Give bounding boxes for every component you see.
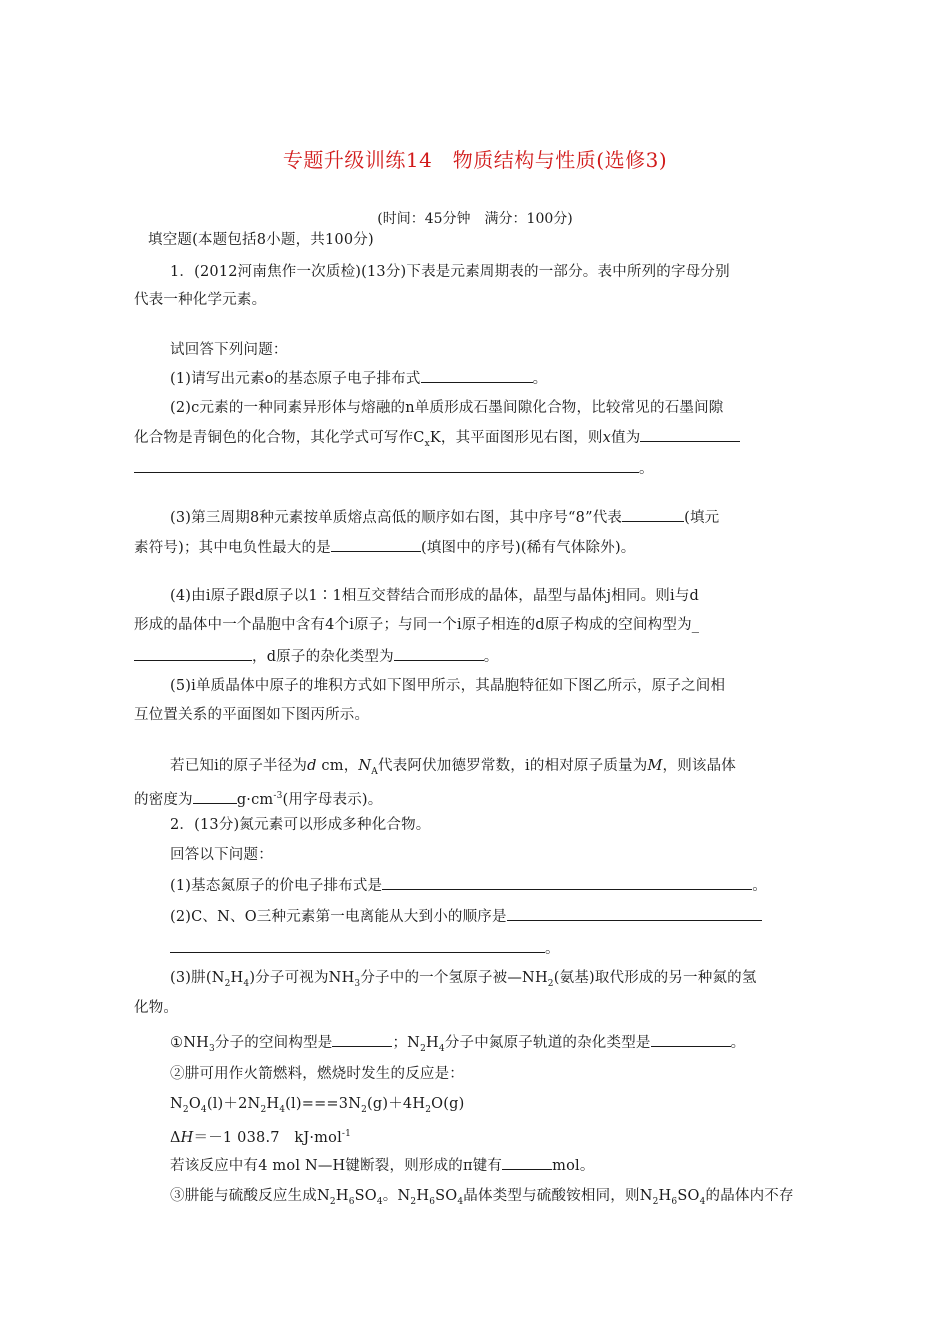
enthalpy-value: ΔH＝－1 038.7 kJ·mol$^{-1}$	[170, 1129, 352, 1146]
q1-line-1: 1．(2012河南焦作一次质检)(13分)下表是元素周期表的一部分。表中所列的字母分别	[170, 264, 730, 280]
answer-blank[interactable]	[640, 427, 740, 442]
q2-part-3-line-1: (3)肼$(N_2H_4)$分子可视为$NH_3$分子中的一个氢原子被$—NH_2$(氨基)取代形成的另一种氮的氢	[170, 970, 757, 989]
answer-blank[interactable]	[332, 1032, 392, 1047]
answer-blank[interactable]	[193, 789, 237, 804]
q1-part-2-line-2: 化合物是青铜色的化合物，其化学式可写作$C_xK$，其平面图形见右图，则x值为	[134, 427, 740, 454]
reaction-equation: $N_2O_4(l)+2N_2H_4(l)===3N_2(g)+4H_2O(g)$	[170, 1096, 465, 1115]
section-heading: 填空题(本题包括8小题，共100分)	[148, 232, 374, 248]
q2-part-2-line-2: 。	[170, 938, 560, 959]
q1-part-2-line-3: 。	[134, 458, 654, 479]
q1-part-4-line-2: 形成的晶体中一个晶胞中含有4个i原子；与同一个i原子相连的d原子构成的空间构型为_	[134, 617, 700, 633]
q2-part-1: (1)基态氮原子的价电子排布式是 。	[170, 875, 767, 896]
q1-part-2-line-1: (2)c元素的一种同素异形体与熔融的n单质形成石墨间隙化合物，比较常见的石墨间隙	[170, 400, 724, 416]
q2-sub-2: ②肼可用作火箭燃料，燃烧时发生的反应是：	[170, 1066, 464, 1082]
q2-sub-1: $①NH_3$分子的空间构型是 ；$N_2H_4$分子中氮原子轨道的杂化类型是 。	[170, 1032, 745, 1059]
page-title: 专题升级训练14 物质结构与性质(选修3)	[282, 148, 668, 172]
q1-part-5-line-3: 若已知i的原子半径为d cm，$N_A$代表阿伏加德罗常数，i的相对原子质量为M，则该晶体	[170, 758, 736, 777]
answer-blank[interactable]	[507, 906, 762, 921]
q2-sub-3: ③肼能与硫酸反应生成$N_2H_6SO_4$。$N_2H_6SO_4$晶体类型与硫酸铵相同，则$N_2H_6SO_4$的晶体内不存	[170, 1188, 794, 1207]
answer-blank[interactable]	[331, 537, 421, 552]
q1-part-5-line-1: (5)i单质晶体中原子的堆积方式如下图甲所示，其晶胞特征如下图乙所示，原子之间相	[170, 678, 726, 694]
q2-line-2: 回答以下问题：	[170, 847, 273, 863]
q1-line-2: 代表一种化学元素。	[134, 292, 267, 308]
q1-part-3-line-2: 素符号)；其中电负性最大的是 (填图中的序号)(稀有气体除外)。	[134, 537, 636, 558]
q1-prompt: 试回答下列问题：	[170, 342, 288, 358]
q1-part-4-line-1: (4)由i原子跟d原子以1∶1相互交替结合而形成的晶体，晶型与晶体j相同。则i与d	[170, 588, 700, 604]
answer-blank[interactable]	[134, 458, 639, 473]
q1-part-3-line-1: (3)第三周期8种元素按单质熔点高低的顺序如右图，其中序号“8”代表 (填元	[170, 507, 719, 528]
q2-part-3-line-2: 化物。	[134, 1000, 179, 1016]
answer-blank[interactable]	[502, 1155, 552, 1170]
answer-blank[interactable]	[651, 1032, 731, 1047]
q1-part-1: (1)请写出元素o的基态原子电子排布式 。	[170, 368, 547, 389]
q1-part-4-line-3: ，d原子的杂化类型为 。	[134, 646, 498, 667]
exam-info: (时间：45分钟 满分：100分)	[377, 211, 573, 227]
q2-part-2-line-1: (2)C、N、O三种元素第一电离能从大到小的顺序是	[170, 906, 762, 927]
answer-blank[interactable]	[382, 875, 752, 890]
answer-blank[interactable]	[394, 646, 484, 661]
q2-line-1: 2．(13分)氮元素可以形成多种化合物。	[170, 817, 431, 833]
q2-sub-2-question: 若该反应中有4 mol N—H键断裂，则形成的π键有 mol。	[170, 1155, 595, 1176]
answer-blank[interactable]	[421, 368, 533, 383]
answer-blank[interactable]	[170, 938, 545, 953]
q1-part-5-line-2: 互位置关系的平面图如下图丙所示。	[134, 707, 370, 723]
answer-blank[interactable]	[622, 507, 684, 522]
answer-blank[interactable]	[134, 646, 252, 661]
q1-part-5-line-4: 的密度为 $g\cdot cm^{-3}$(用字母表示)。	[134, 786, 382, 810]
